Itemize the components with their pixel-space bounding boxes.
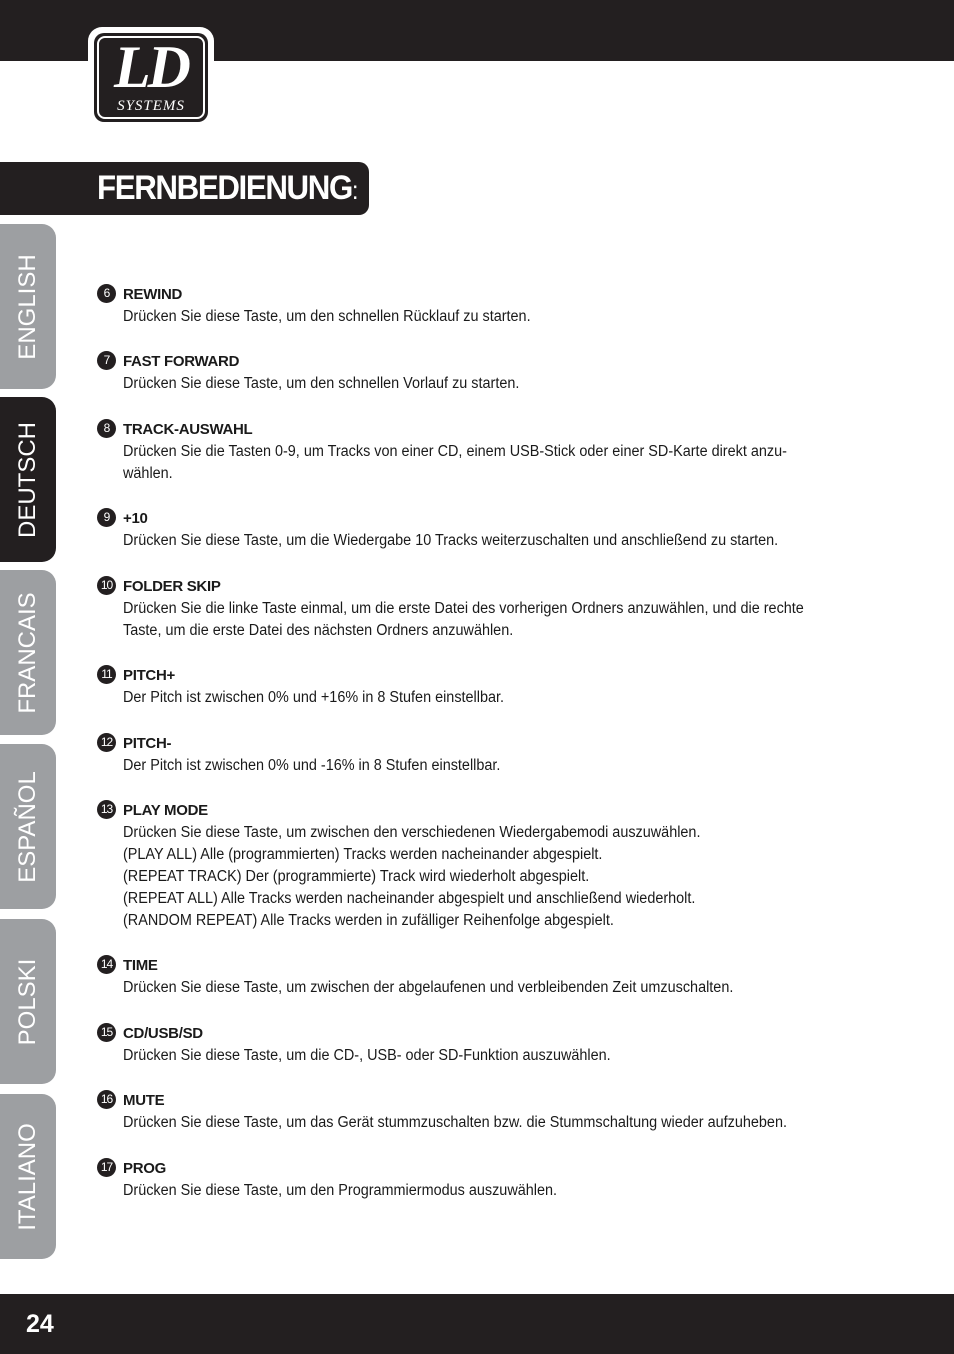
logo-ld-text: LD <box>114 34 188 100</box>
item-title: MUTE <box>123 1092 165 1109</box>
item-number-badge: 6 <box>97 284 116 303</box>
description-line: Drücken Sie diese Taste, um den schnellen Rücklauf zu starten. <box>123 308 531 325</box>
description-line: (RANDOM REPEAT) Alle Tracks werden in zufälliger Reihenfolge abgespielt. <box>123 912 614 929</box>
tab-italiano-label: ITALIANO <box>14 1122 41 1231</box>
tab-francais-label: FRANCAIS <box>14 591 41 714</box>
description-line: Drücken Sie diese Taste, um zwischen der abgelaufenen und verbleibenden Zeit umzuschalten. <box>123 979 734 996</box>
item-description <box>123 1180 802 1202</box>
bottom-bar <box>0 1294 954 1354</box>
page-title-colon: : <box>351 175 359 205</box>
item-number-badge: 7 <box>97 351 116 370</box>
description-line: Drücken Sie die linke Taste einmal, um die erste Datei des vorherigen Ordners anzuwählen, und die rechte <box>123 600 804 617</box>
item-number-badge: 8 <box>97 419 116 438</box>
item-number-badge: 14 <box>97 955 116 974</box>
item-number-badge: 17 <box>97 1158 116 1177</box>
description-line: Drücken Sie diese Taste, um den schnellen Vorlauf zu starten. <box>123 375 520 392</box>
logo-badge <box>94 33 208 122</box>
tab-english[interactable] <box>0 224 56 389</box>
item-title: FOLDER SKIP <box>123 578 221 595</box>
item-description <box>123 373 802 395</box>
tab-deutsch-label: DEUTSCH <box>14 421 41 538</box>
item-title: PROG <box>123 1160 166 1177</box>
item-number-badge: 15 <box>97 1023 116 1042</box>
description-line: wählen. <box>123 465 173 482</box>
item-description <box>123 755 802 777</box>
item-title: CD/USB/SD <box>123 1025 203 1042</box>
item-description <box>123 977 802 999</box>
description-line: Drücken Sie diese Taste, um die Wiedergabe 10 Tracks weiterzuschalten und anschließend zu starten. <box>123 532 779 549</box>
item-description <box>123 530 802 552</box>
description-line: Drücken Sie diese Taste, um den Programmiermodus auszuwählen. <box>123 1182 558 1199</box>
item-description <box>123 306 802 328</box>
item-title: PLAY MODE <box>123 802 208 819</box>
page-title-text: FERNBEDIENUNG <box>97 169 352 207</box>
item-title: REWIND <box>123 286 183 303</box>
description-line: Der Pitch ist zwischen 0% und -16% in 8 Stufen einstellbar. <box>123 757 501 774</box>
tab-francais[interactable] <box>0 570 56 735</box>
description-line: Drücken Sie die Tasten 0-9, um Tracks von einer CD, einem USB-Stick oder einer SD-Karte direkt anzu- <box>123 443 787 460</box>
tab-espanol-label: ESPAÑOL <box>14 770 41 883</box>
description-line: Der Pitch ist zwischen 0% und +16% in 8 Stufen einstellbar. <box>123 689 505 706</box>
item-title: PITCH+ <box>123 667 175 684</box>
description-line: Taste, um die erste Datei des nächsten Ordners anzuwählen. <box>123 622 514 639</box>
item-number-badge: 16 <box>97 1090 116 1109</box>
description-line: (REPEAT ALL) Alle Tracks werden nacheinander abgespielt und anschließend wiederholt. <box>123 890 696 907</box>
tab-italiano[interactable] <box>0 1094 56 1259</box>
logo-systems-text: SYSTEMS <box>117 98 185 114</box>
item-title: TRACK-AUSWAHL <box>123 421 253 438</box>
ld-systems-logo <box>88 27 214 128</box>
tab-polski[interactable] <box>0 919 56 1084</box>
item-number-badge: 13 <box>97 800 116 819</box>
item-description <box>123 598 802 642</box>
item-title: +10 <box>123 510 148 527</box>
description-line: (PLAY ALL) Alle (programmierten) Tracks werden nacheinander abgespielt. <box>123 846 603 863</box>
item-title: FAST FORWARD <box>123 353 240 370</box>
tab-polski-label: POLSKI <box>14 958 41 1045</box>
item-number-badge: 10 <box>97 576 116 595</box>
page-title <box>97 166 359 212</box>
item-description <box>123 441 802 485</box>
description-line: Drücken Sie diese Taste, um zwischen den verschiedenen Wiedergabemodi auszuwählen. <box>123 824 701 841</box>
page-number: 24 <box>26 1310 54 1338</box>
item-title: PITCH- <box>123 735 172 752</box>
item-number-badge: 12 <box>97 733 116 752</box>
description-line: (REPEAT TRACK) Der (programmierte) Track wird wiederholt abgespielt. <box>123 868 590 885</box>
description-line: Drücken Sie diese Taste, um das Gerät stummzuschalten bzw. die Stummschaltung wieder aufzuheben. <box>123 1114 787 1131</box>
item-description <box>123 1112 802 1134</box>
item-description <box>123 822 802 932</box>
description-line: Drücken Sie diese Taste, um die CD-, USB- oder SD-Funktion auszuwählen. <box>123 1047 611 1064</box>
item-number-badge: 11 <box>97 665 116 684</box>
item-title: TIME <box>123 957 158 974</box>
item-number-badge: 9 <box>97 508 116 527</box>
item-description <box>123 687 802 709</box>
tab-deutsch[interactable] <box>0 397 56 562</box>
item-description <box>123 1045 802 1067</box>
tab-espanol[interactable] <box>0 744 56 909</box>
tab-english-label: ENGLISH <box>14 253 41 360</box>
